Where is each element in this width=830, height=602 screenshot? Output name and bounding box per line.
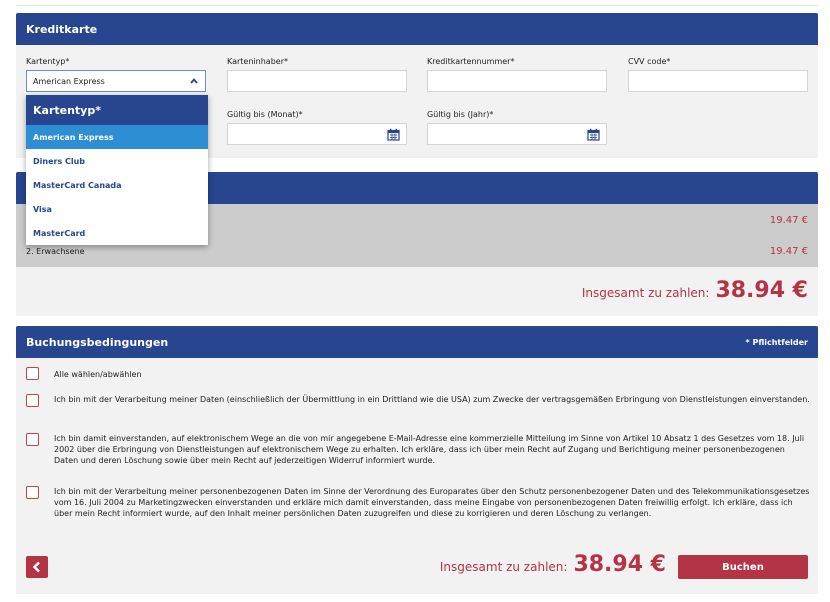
terms-item-text: Ich bin mit der Verarbeitung meiner Daten (einschließlich der Übermittlung in ein Drittland wie die USA) zum Zwecke der vertragsgemäßen Erbringung von Dienstleistungen einverstanden. <box>54 395 810 404</box>
expiry-month-input[interactable] <box>227 123 407 145</box>
expiry-year-label: Gültig bis (Jahr)* <box>427 110 494 119</box>
terms-item-select-all <box>26 367 811 380</box>
checkbox[interactable] <box>26 394 39 407</box>
terms-item-text: Alle wählen/abwählen <box>54 370 142 379</box>
price-row-amount: 19.47 € <box>769 246 808 257</box>
total-label: Insgesamt zu zahlen: <box>439 560 568 574</box>
terms-item-marketing-consent <box>26 486 811 519</box>
chevron-up-icon <box>189 76 199 86</box>
chevron-left-icon <box>32 561 42 573</box>
dropdown-option-visa[interactable]: Visa <box>33 204 52 214</box>
card-type-label: Kartentyp* <box>26 57 70 66</box>
card-type-field <box>26 57 206 92</box>
dropdown-option-diners-club[interactable]: Diners Club <box>33 156 86 166</box>
total-value: 38.94 € <box>573 552 666 577</box>
total-amount <box>440 552 666 577</box>
terms-item-text: Ich bin mit der Verarbeitung meiner personenbezogenen Daten im Sinne der Verordnung des Europarates über den Schutz personenbezogener Daten und des Telekommunikationsgesetzes vom 16. Juli 2004 zu Marketingzwecken einverstanden und erkläre mich damit einverstanden, dass meine Eingabe von personenbezogenen Daten freiwillig erfolgt. Ich erkläre, dass ich über mein Recht informiert wurde, auf den Inhalt meiner persönlichen Daten zuzugreifen und diese zu korrigieren und deren Löschung zu verlangen. <box>54 487 810 518</box>
terms-item-email-consent <box>26 433 811 466</box>
calendar-icon[interactable] <box>587 128 600 141</box>
book-button[interactable]: Buchen <box>678 555 808 579</box>
terms-item-text: Ich bin damit einverstanden, auf elektronischem Wege an die von mir angegebene E-Mail-Adresse eine kommerzielle Mitteilung im Sinne von Artikel 10 Absatz 1 des Gesetzes vom 18. Juli 2002 über die Erbringung von Dienstleistungen auf elektronischem Wege zu erhalten. Ich erkläre, dass ich über mein Recht auf Zugang und Berichtigung meiner personenbezogenen Daten und deren Löschung sowie über mein Recht auf jederzeitigen Widerruf informiert wurde. <box>54 434 805 465</box>
card-type-select[interactable] <box>26 70 206 92</box>
card-holder-field <box>227 57 407 92</box>
booking-terms-title: Buchungsbedingungen <box>26 335 169 349</box>
checkbox[interactable] <box>26 433 39 446</box>
cvv-field <box>628 57 808 92</box>
dropdown-option-mastercard-canada[interactable]: MasterCard Canada <box>33 180 122 190</box>
total-amount <box>582 278 808 303</box>
credit-card-header <box>16 13 818 45</box>
cvv-label: CVV code* <box>628 57 671 66</box>
card-number-label: Kreditkartennummer* <box>427 57 515 66</box>
card-holder-input[interactable] <box>227 70 407 92</box>
cvv-input[interactable] <box>628 70 808 92</box>
card-number-field <box>427 57 607 92</box>
dropdown-option-mastercard[interactable]: MasterCard <box>33 228 86 238</box>
credit-card-title: Kreditkarte <box>26 22 98 36</box>
card-type-value: American Express <box>33 76 105 86</box>
booking-terms-section <box>16 326 818 594</box>
dropdown-option-american-express[interactable]: American Express <box>26 125 208 149</box>
price-row-label: 2. Erwachsene <box>26 247 85 256</box>
back-button[interactable] <box>26 556 48 578</box>
total-value: 38.94 € <box>715 278 808 303</box>
card-holder-label: Karteninhaber* <box>227 57 288 66</box>
booking-terms-header <box>16 326 818 358</box>
card-type-dropdown <box>26 95 208 245</box>
expiry-year-field <box>427 110 607 145</box>
total-label: Insgesamt zu zahlen: <box>581 286 710 300</box>
price-row-amount: 19.47 € <box>769 214 808 226</box>
calendar-icon[interactable] <box>387 128 400 141</box>
expiry-month-field <box>227 110 407 145</box>
card-number-input[interactable] <box>427 70 607 92</box>
expiry-month-label: Gültig bis (Monat)* <box>227 110 303 119</box>
previous-section-edge <box>16 0 818 6</box>
dropdown-header: Kartentyp* <box>26 95 208 125</box>
checkbox[interactable] <box>26 486 39 499</box>
required-fields-note: * Pflichtfelder <box>745 337 808 347</box>
expiry-year-input[interactable] <box>427 123 607 145</box>
checkbox[interactable] <box>26 367 39 380</box>
terms-item-data-processing <box>26 394 811 407</box>
